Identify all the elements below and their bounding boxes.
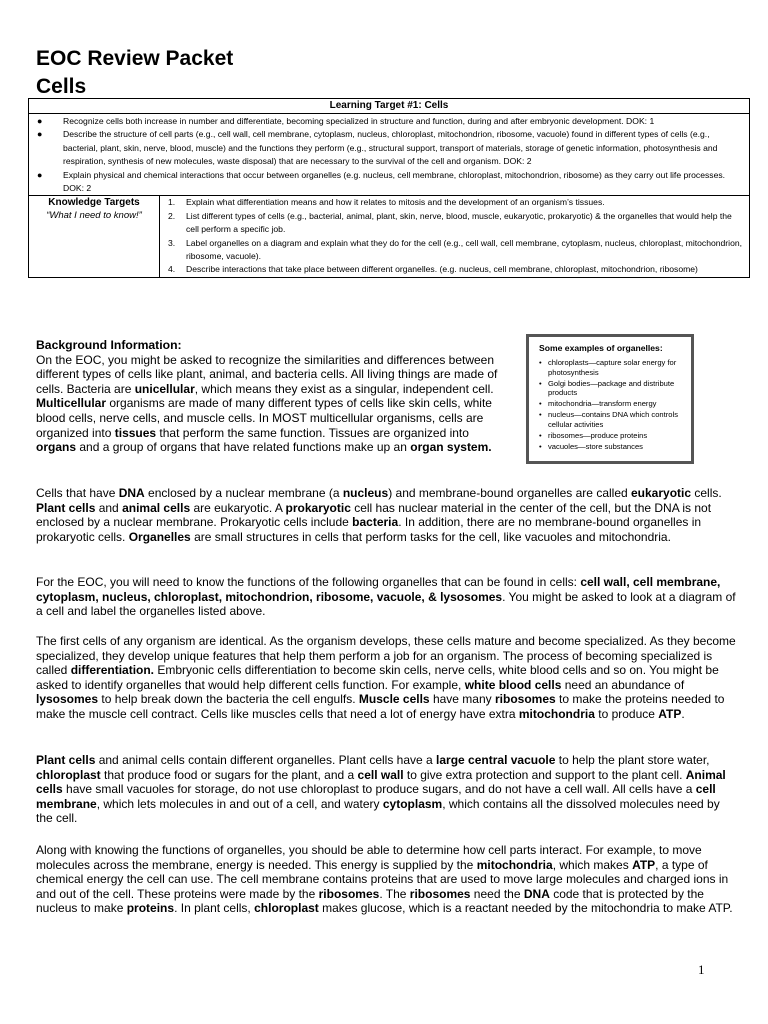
organelle-box-title: Some examples of organelles: (539, 343, 663, 353)
learning-target-table (28, 98, 750, 278)
document-title: EOC Review Packet (36, 47, 234, 70)
organelle-example: • ribosomes—produce proteins (539, 431, 685, 441)
organelle-examples-box (526, 334, 694, 464)
organelle-example: • vacuoles—store substances (539, 442, 685, 452)
bullet-icon: ● (37, 169, 43, 180)
paragraph-plant-animal-cells: Plant cells and animal cells contain different organelles. Plant cells have a large central vacuole to help the plant store water, chloroplast that produce food or sugars for the plant, and a cell wall to give extra protection and support to the plant cell. Animal cells have small vacuoles for storage, do not use chloroplast to produce sugars, and do not have a cell wall. All cells have a cell membrane, which lets molecules in and out of a cell, and watery cytoplasm, which contains all the dissolved molecules need by the cell. (36, 753, 726, 826)
knowledge-targets-label: Knowledge Targets (48, 197, 140, 209)
paragraph-eukaryotic-prokaryotic: Cells that have DNA enclosed by a nuclear membrane (a nucleus) and membrane-bound organelles are called eukaryotic cells. Plant cells and animal cells are eukaryotic. A prokaryotic cell has nuclear material in the center of the cell, but the DNA is not enclosed by a nuclear membrane. Prokaryotic cells include bacteria. In addition, there are no membrane-bound organelles in prokaryotic cells. Organelles are small structures in cells that perform tasks for the cell, like vacuoles and mitochondria. (36, 486, 722, 544)
organelle-example: • chloroplasts—capture solar energy for photosynthesis (539, 358, 685, 377)
learning-target-bullet: ● Describe the structure of cell parts (e.g., cell wall, cell membrane, cytoplasm, nucleus, chloroplast, mitochondrion, ribosome, vacuole) found in different types of cells (e.g., bacterial, plant, skin, nerve, blood, muscle) and the functions they perform (e.g., structural support, transport of materials, storage of genetic information, photosynthesis and respiration, synthesis of new molecules, waste disposal) that are necessary to the survival of the cell and organism. DOK: 2 (37, 129, 718, 167)
background-section (36, 338, 506, 455)
background-paragraph: On the EOC, you might be asked to recognize the similarities and differences between different types of cells like plant, animal, and bacteria cells. All living things are made of cells. Bacteria are unicellular, which means they exist as a singular, independent cell. Multicellular organisms are made of many different types of cells like skin cells, white blood cells, nerve cells, and muscle cells. In MOST multicellular organisms, cells are organized into tissues that perform the same function. Tissues are organized into organs and a group of organs that have related functions make up an organ system. (36, 352, 498, 455)
paragraph-eoc-organelles: For the EOC, you will need to know the functions of the following organelles that can be found in cells: cell wall, cell membrane, cytoplasm, nucleus, chloroplast, mitochondrion, ribosome, vacuole, & lysosomes. You might be asked to look at a diagram of a cell and label the organelles listed above. (36, 575, 736, 619)
learning-target-bullet: ● Explain physical and chemical interactions that occur between organelles (e.g. nucleus, cell membrane, chloroplast, mitochondrion, ribosome) as they carry out life processes. DOK: 2 (37, 169, 726, 194)
paragraph-differentiation: The first cells of any organism are identical. As the organism develops, these cells mature and become specialized. As they become specialized, they develop unique features that help them perform a job for an organism. The process of becoming specialized is called differentiation. Embryonic cells differentiation to become skin cells, nerve cells, white blood cells and so on. You might be asked to identify organelles that would help different cells function. For example, white blood cells need an abundance of lysosomes to help break down the bacteria the cell engulfs. Muscle cells have many ribosomes to make the proteins needed to make the muscle cell contract. Cells like muscles cells that need a lot of energy have extra mitochondria to produce ATP. (36, 634, 736, 721)
paragraph-organelle-interactions: Along with knowing the functions of organelles, you should be able to determine how cell parts interact. For example, to move molecules across the membrane, energy is needed. This energy is supplied by the mitochondria, which makes ATP, a type of chemical energy the cell can use. The cell membrane contains proteins that are used to move large molecules and charged ions in and out of the cell. These proteins were made by the ribosomes. The ribosomes need the DNA code that is protected by the nucleus to make proteins. In plant cells, chloroplast makes glucose, which is a reactant needed by the mitochondria to make ATP. (36, 843, 733, 916)
learning-target-bullet: ● Recognize cells both increase in number and differentiate, becoming specialized in structure and function, during and after embryonic development. DOK: 1 (33, 115, 745, 128)
knowledge-targets-sublabel: “What I need to know!” (46, 210, 142, 222)
organelle-example: • nucleus—contains DNA which controls cellular activities (539, 410, 685, 429)
organelle-example: • Golgi bodies—package and distribute products (539, 379, 685, 398)
document-subtitle: Cells (36, 75, 87, 98)
knowledge-targets-list (160, 196, 750, 277)
organelle-example: • mitochondria—transform energy (539, 399, 685, 409)
learning-target-bullets (29, 114, 750, 196)
knowledge-targets-label-cell (29, 196, 160, 277)
page-number: 1 (698, 962, 705, 977)
knowledge-target-item: 4. Describe interactions that take place between different organelles. (e.g. nucleus, cell membrane, chloroplast, mitochondrion, ribosome) (168, 264, 698, 275)
bullet-icon: ● (37, 116, 43, 126)
knowledge-target-item: 1. Explain what differentiation means and how it relates to mitosis and the development of an organism’s tissues. (168, 197, 605, 208)
knowledge-target-item: 3. Label organelles on a diagram and explain what they do for the cell (e.g., cell wall, cell membrane, cytoplasm, nucleus, chloroplast, mitochondrion, ribosome, vacuole). (168, 237, 743, 262)
learning-target-heading: Learning Target #1: Cells (29, 99, 750, 114)
knowledge-target-item: 2. List different types of cells (e.g., bacterial, animal, plant, skin, nerve, blood, muscle, eukaryotic, prokaryotic) & the organelles that would help the cell perform a specific job. (168, 210, 732, 235)
background-heading: Background Information: (36, 338, 182, 352)
bullet-icon: ● (37, 129, 43, 140)
